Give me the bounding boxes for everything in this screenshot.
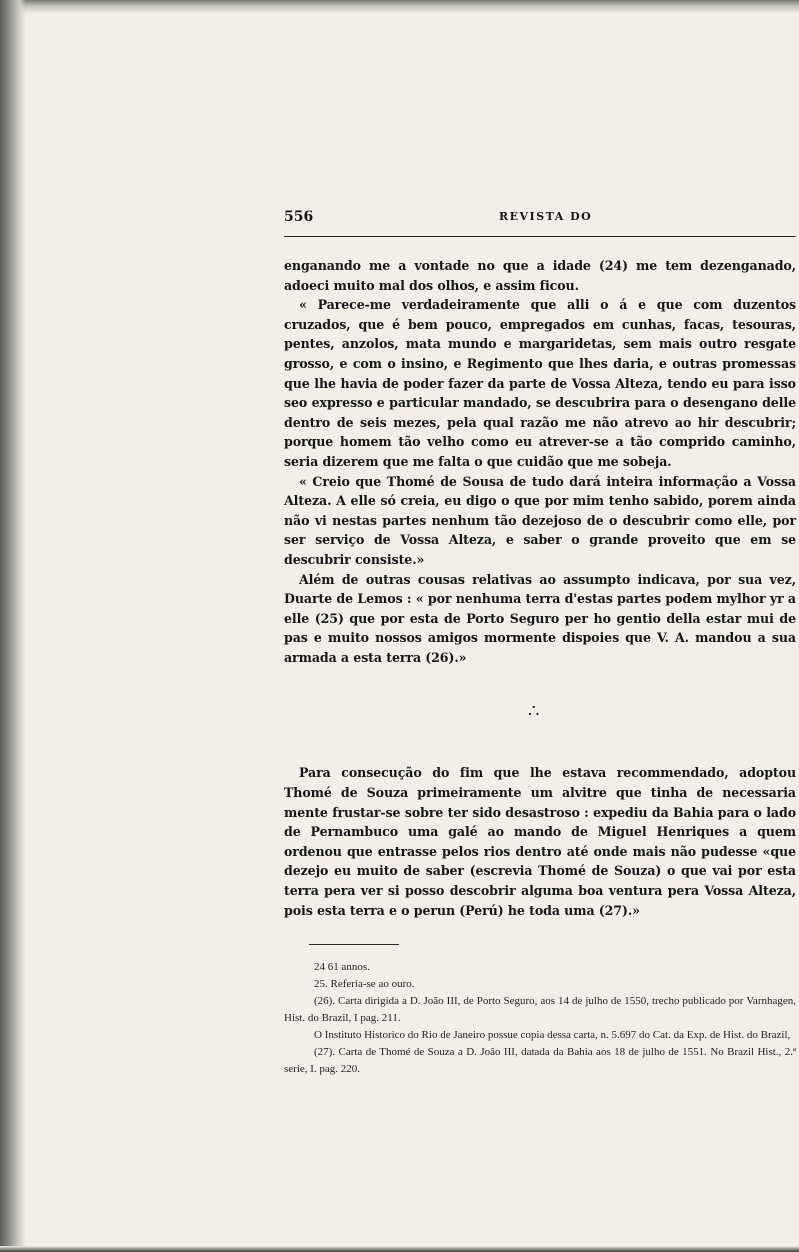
document-page bbox=[284, 206, 796, 1078]
footnote: O Instituto Historico do Rio de Janeiro possue copia dessa carta, n. 5.697 do Cat. da Exp. de Hist. do Brazil, bbox=[314, 1029, 791, 1042]
running-head: REVISTA DO bbox=[499, 210, 593, 223]
footnotes bbox=[284, 959, 796, 1078]
scan-bottom-edge bbox=[0, 1246, 799, 1252]
body-section bbox=[284, 763, 796, 920]
footnote-rule bbox=[309, 944, 399, 945]
footnote: (26). Carta dirigida a D. João III, de Porto Seguro, aos 14 de julho de 1550, trecho publicado por Varnhagen, Hist. do Brazil, I pag. 211. bbox=[284, 995, 796, 1025]
paragraph: « Creio que Thomé de Sousa de tudo dará inteira informação a Vossa Alteza. A elle só creia, eu digo o que por mim tenho sabido, porem ainda não vi nestas partes nenhum tão dezejoso de o descubrir como elle, por ser serviço de Vossa Alteza, e saber o grande proveito que em se descubrir consiste.» bbox=[284, 473, 796, 567]
separator-glyph: ∴ bbox=[528, 701, 540, 723]
paragraph: « Parece-me verdadeiramente que alli o á e que com duzentos cruzados, que é bem pouco, empregados em cunhas, facas, tesouras, pentes, anzolos, mata mundo e margaridetas, sem mais outro resgate grosso, e com o insino, e Regimento que lhes daria, e outras promessas que lhe havia de poder fazer da parte de Vossa Alteza, tendo eu para isso seo expresso e particular mandado, se descubrira para o desengano delle dentro de seis mezes, pela qual razão me não atrevo ao hir descubrir; porque homem tão velho como eu atrever-se a tão comprido caminho, seria dizerem que me falta o que cuidão que me sobeja. bbox=[284, 297, 796, 469]
paragraph: enganando me a vontade no que a idade (24) me tem dezenganado, adoeci muito mal dos olhos, e assim ficou. bbox=[284, 258, 796, 293]
header-rule bbox=[284, 236, 796, 237]
paragraph: Para consecução do fim que lhe estava recommendado, adoptou Thomé de Souza primeiramente um alvitre que tinha de necessaria mente frustar-se sobre ter sido desastroso : expediu da Bahia para o lado de Pernambuco uma galé ao mando de Miguel Henriques a quem ordenou que entrasse pelos rios dentro até onde mais não pudesse «que dezejo eu muito de saber (escrevia Thomé de Souza) o que vai por esta terra pera ver si posso descobrir alguma boa ventura pera Vossa Alteza, pois esta terra e o perun (Perú) he toda uma (27).» bbox=[284, 765, 796, 918]
paragraph: Além de outras cousas relativas ao assumpto indicava, por sua vez, Duarte de Lemos : « por nenhuma terra d'estas partes podem mylhor yr a elle (25) que por esta de Porto Seguro per ho gentio della estar mui de pas e muito nossos amigos mormente dispoies que V. A. mandou a sua armada a esta terra (26).» bbox=[284, 571, 796, 665]
scan-binding-shadow bbox=[0, 0, 26, 1252]
bold-quote-section bbox=[284, 256, 796, 667]
footnote: (27). Carta de Thomé de Souza a D. João III, datada da Bahia aos 18 de julho de 1551. No Brazil Hist., 2.ª serie, I. pag. 220. bbox=[284, 1046, 796, 1076]
scan-top-edge bbox=[0, 0, 799, 14]
page-header bbox=[284, 206, 796, 228]
footnote: 24 61 annos. bbox=[314, 961, 370, 974]
footnote: 25. Referia-se ao ouro. bbox=[314, 978, 415, 991]
page-number: 556 bbox=[284, 209, 314, 225]
section-separator bbox=[284, 697, 796, 727]
